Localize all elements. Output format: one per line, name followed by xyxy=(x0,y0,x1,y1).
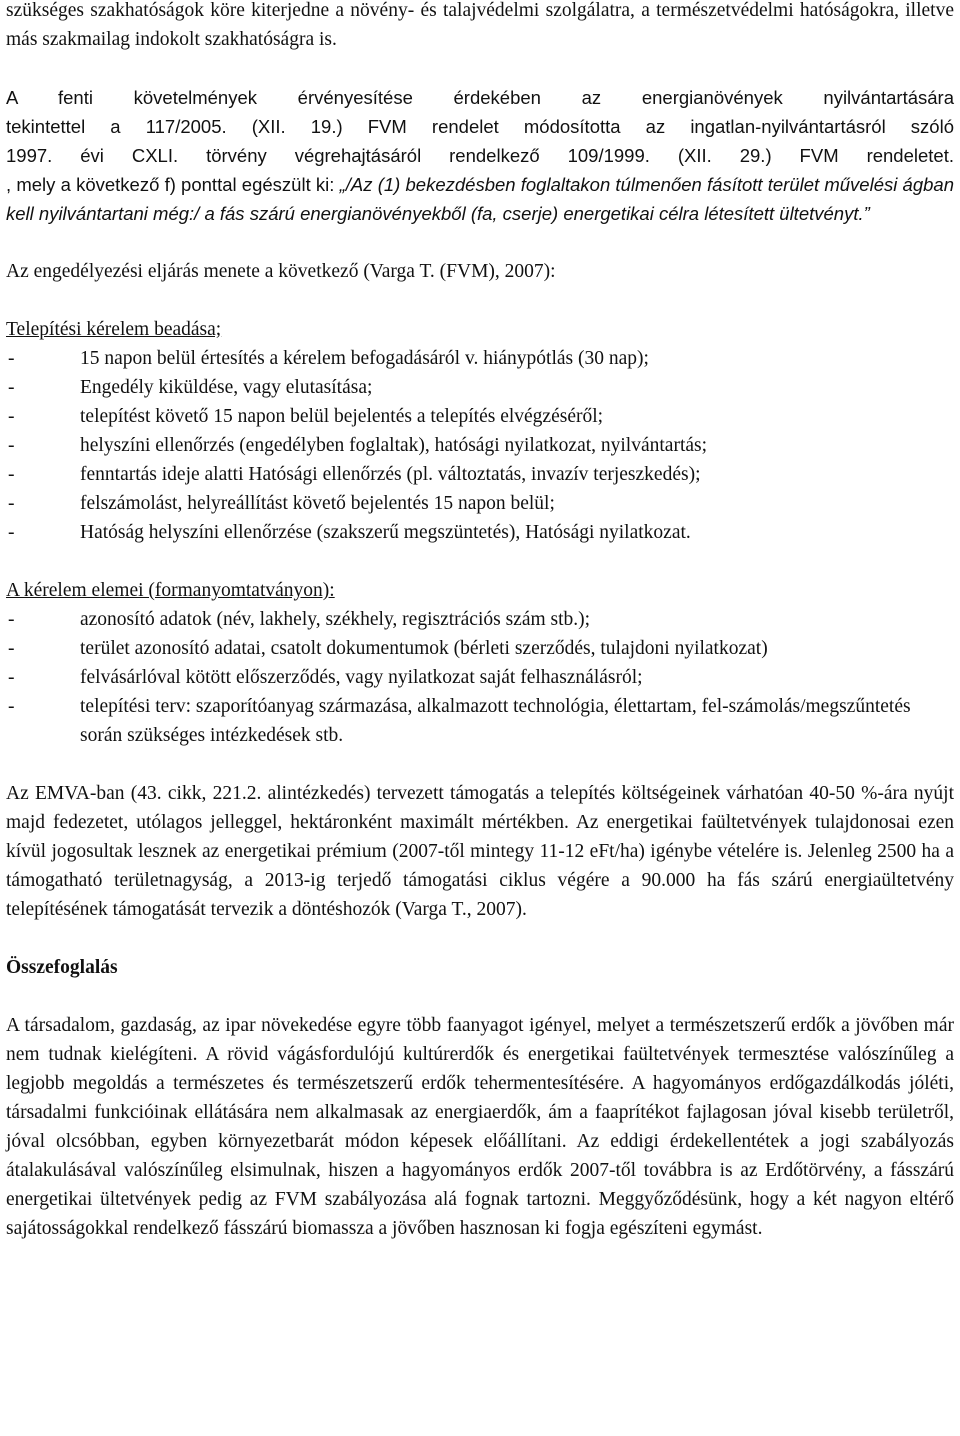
list-item xyxy=(6,634,954,663)
list-item-text: Hatóság helyszíni ellenőrzése (szakszerű megszüntetés), Hatósági nyilatkozat. xyxy=(80,522,691,543)
list-item-text: terület azonosító adatai, csatolt dokumentumok (bérleti szerződés, tulajdoni nyilatkozat) xyxy=(80,638,768,659)
regulation-line-3: 1997. évi CXLI. törvény végrehajtásáról rendelkező 109/1999. (XII. 29.) FVM rendeletet. xyxy=(6,145,954,166)
paragraph-funding: Az EMVA-ban (43. cikk, 221.2. alintézkedés) tervezett támogatás a telepítés költségeinek várhatóan 40-50 %-ára nyújt majd fedezetet, utólagos jelleggel, hektáronként maximált mértékben. Az energetikai faültetvények tulajdonosai ezen kívül jogosultak lesznek az energetikai prémium (2007-től mintegy 11-12 eFt/ha) igénybe vételére is. Jelenleg 2500 ha a támogatható területnagyság, a 2013-ig terjedő támogatási ciklus végére a 90.000 ha fás szárú energiaültetvény telepítésének támogatását tervezik a döntéshozók (Varga T., 2007). xyxy=(6,783,954,920)
list-item-text: felvásárlóval kötött előszerződés, vagy nyilatkozat saját felhasználásról; xyxy=(80,667,643,688)
list-item-text: helyszíni ellenőrzés (engedélyben foglaltak), hatósági nyilatkozat, nyilvántartás; xyxy=(80,435,708,456)
list-item-text: 15 napon belül értesítés a kérelem befogadásáról v. hiánypótlás (30 nap); xyxy=(80,348,649,369)
list-item-text: telepítési terv: szaporítóanyag származása, alkalmazott technológia, élettartam, fel-számolás/megszűntetés során szükséges intézkedések stb. xyxy=(80,696,911,746)
list-item xyxy=(6,489,954,518)
list-item xyxy=(6,663,954,692)
list-item xyxy=(6,431,954,460)
regulation-line-2: tekintettel a 117/2005. (XII. 19.) FVM rendelet módosította az ingatlan-nyilvántartásról szóló xyxy=(6,116,954,137)
regulation-line-1: A fenti követelmények érvényesítése érdekében az energianövények nyilvántartására xyxy=(6,87,954,108)
paragraph-procedure: Az engedélyezési eljárás menete a következő (Varga T. (FVM), 2007): xyxy=(6,261,556,282)
paragraph-summary: A társadalom, gazdaság, az ipar növekedése egyre több faanyagot igényel, melyet a természetszerű erdők a jövőben már nem tudnak kielégíteni. A rövid vágásfordulójú kultúrerdők és energetikai faültetvények termesztése valószínűleg a legjobb megoldás a természetes és természetszerű erdők tehermentesítésére. A hagyományos erdőgazdálkodás jóléti, társadalmi funkcióinak ellátására nem alkalmasak az energiaerdők, ám a faaprítékot fajlagosan jóval kisebb területről, jóval olcsóbban, egyben környezetbarát módon képesek előállítani. Az eddigi érdekellentétek a jogi szabályozás átalakulásával valószínűleg elsimulnak, hiszen a hagyományos erdők 2007-től továbbra is az Erdőtörvény, a fásszárú energetikai ültetvények pedig az FVM szabályozása alá fognak tartozni. Meggyőződésünk, hogy a két nagyon eltérő sajátosságokkal rendelkező fásszárú biomassza a jövőben hasznosan ki fogja egészíteni egymást. xyxy=(6,1015,954,1239)
list-item xyxy=(6,344,954,373)
list-item-text: azonosító adatok (név, lakhely, székhely, regisztrációs szám stb.); xyxy=(80,609,591,630)
paragraph-regulation xyxy=(6,83,954,228)
section-title-summary: Összefoglalás xyxy=(6,957,118,978)
list-item-text: Engedély kiküldése, vagy elutasítása; xyxy=(80,377,373,398)
list-form-items xyxy=(6,605,954,750)
amendment-quote: „/Az (1) bekezdésben foglaltakon túlmenően fásított terület művelési ágban kell nyilvántartani még:/ a fás szárú energianövényekből (fa, cserje) energetikai célra létesített ültetvényt.” xyxy=(6,174,954,224)
list-application xyxy=(6,315,954,547)
list-item xyxy=(6,373,954,402)
list-application-items xyxy=(6,344,954,547)
paragraph-intro: szükséges szakhatóságok köre kiterjedne a növény- és talajvédelmi szolgálatra, a természetvédelmi hatóságokra, illetve más szakmailag indokolt szakhatóságra is. xyxy=(6,0,954,50)
list-item-text: felszámolást, helyreállítást követő bejelentés 15 napon belül; xyxy=(80,493,555,514)
list-item xyxy=(6,518,954,547)
list-item-text: telepítést követő 15 napon belül bejelentés a telepítés elvégzéséről; xyxy=(80,406,604,427)
list-item xyxy=(6,605,954,634)
list-form-elements xyxy=(6,576,954,750)
list-item xyxy=(6,460,954,489)
list-form-heading: A kérelem elemei (formanyomtatványon): xyxy=(6,580,335,601)
list-item xyxy=(6,692,954,750)
list-application-heading: Telepítési kérelem beadása; xyxy=(6,319,222,340)
amendment-intro: , mely a következő f) ponttal egészült ki: xyxy=(6,174,340,195)
list-item xyxy=(6,402,954,431)
list-item-text: fenntartás ideje alatti Hatósági ellenőrzés (pl. változtatás, invazív terjeszkedés); xyxy=(80,464,701,485)
regulation-amendment xyxy=(6,170,954,228)
